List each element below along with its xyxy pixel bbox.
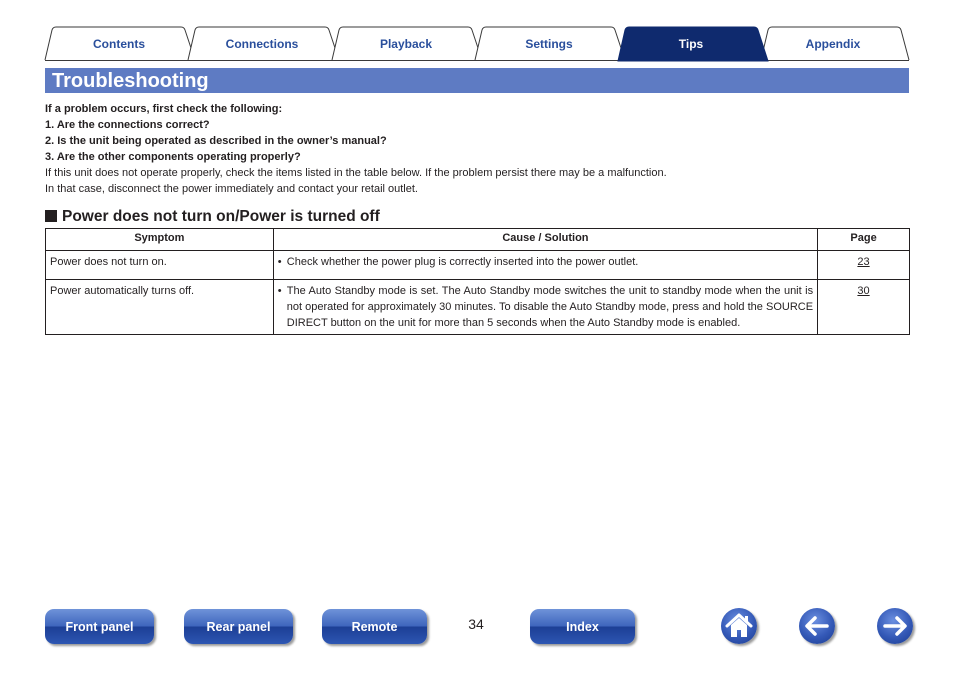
header-symptom: Symptom xyxy=(46,229,274,251)
tab-appendix[interactable]: Appendix xyxy=(805,37,861,51)
intro-block xyxy=(45,101,909,197)
cause-cell xyxy=(273,251,817,280)
header-page: Page xyxy=(818,229,910,251)
tab-playback[interactable]: Playback xyxy=(379,37,433,51)
symptom-cell: Power does not turn on. xyxy=(46,251,274,280)
tab-bar xyxy=(0,0,954,62)
intro-check-3: 3. Are the other components operating properly? xyxy=(45,151,301,163)
page-link[interactable]: 23 xyxy=(857,256,870,268)
table-row xyxy=(46,280,910,335)
title-bar xyxy=(45,68,909,93)
forward-button[interactable] xyxy=(877,608,913,644)
intro-note-1: If this unit does not operate properly, check the items listed in the table below. If the problem persist there may be a malfunction. xyxy=(45,167,667,179)
back-button[interactable] xyxy=(799,608,835,644)
arrow-left-icon xyxy=(799,608,835,644)
page-title: Troubleshooting xyxy=(52,70,209,92)
bullet-icon: • xyxy=(277,256,282,268)
cause-cell xyxy=(273,280,817,335)
tab-contents[interactable]: Contents xyxy=(93,37,145,51)
home-icon xyxy=(721,608,757,644)
arrow-right-icon xyxy=(877,608,913,644)
page-link[interactable]: 30 xyxy=(857,285,870,297)
symptom-cell: Power automatically turns off. xyxy=(46,280,274,335)
index-button[interactable]: Index xyxy=(530,609,635,644)
front-panel-button[interactable]: Front panel xyxy=(45,609,154,644)
table-header-row xyxy=(46,229,910,251)
tab-settings[interactable]: Settings xyxy=(525,37,573,51)
intro-note-2: In that case, disconnect the power immediately and contact your retail outlet. xyxy=(45,183,418,195)
header-cause: Cause / Solution xyxy=(273,229,817,251)
bullet-icon: • xyxy=(277,285,282,297)
cause-text: The Auto Standby mode is set. The Auto Standby mode switches the unit to standby mode when the unit is not operated for approximately 30 minutes. To disable the Auto Standby mode, press and hold the SOURCE DIRECT button on the unit for more than 5 seconds when the Auto Standby mode is enabled. xyxy=(286,285,814,329)
page-number: 34 xyxy=(468,616,484,632)
home-button[interactable] xyxy=(721,608,757,644)
rear-panel-button[interactable]: Rear panel xyxy=(184,609,293,644)
intro-lead: If a problem occurs, first check the following: xyxy=(45,103,283,115)
remote-button[interactable]: Remote xyxy=(322,609,427,644)
tab-connections[interactable]: Connections xyxy=(225,37,299,51)
page-cell xyxy=(818,280,910,335)
intro-check-1: 1. Are the connections correct? xyxy=(45,119,210,131)
cause-text: Check whether the power plug is correctly inserted into the power outlet. xyxy=(286,256,639,268)
square-bullet-icon xyxy=(45,210,57,222)
tab-shapes xyxy=(0,0,954,62)
intro-check-2: 2. Is the unit being operated as described in the owner’s manual? xyxy=(45,135,387,147)
tab-tips[interactable]: Tips xyxy=(678,37,704,51)
section-heading-text: Power does not turn on/Power is turned off xyxy=(62,208,380,225)
troubleshooting-table xyxy=(45,228,910,335)
section-heading xyxy=(45,207,380,227)
page-cell xyxy=(818,251,910,280)
table-row xyxy=(46,251,910,280)
